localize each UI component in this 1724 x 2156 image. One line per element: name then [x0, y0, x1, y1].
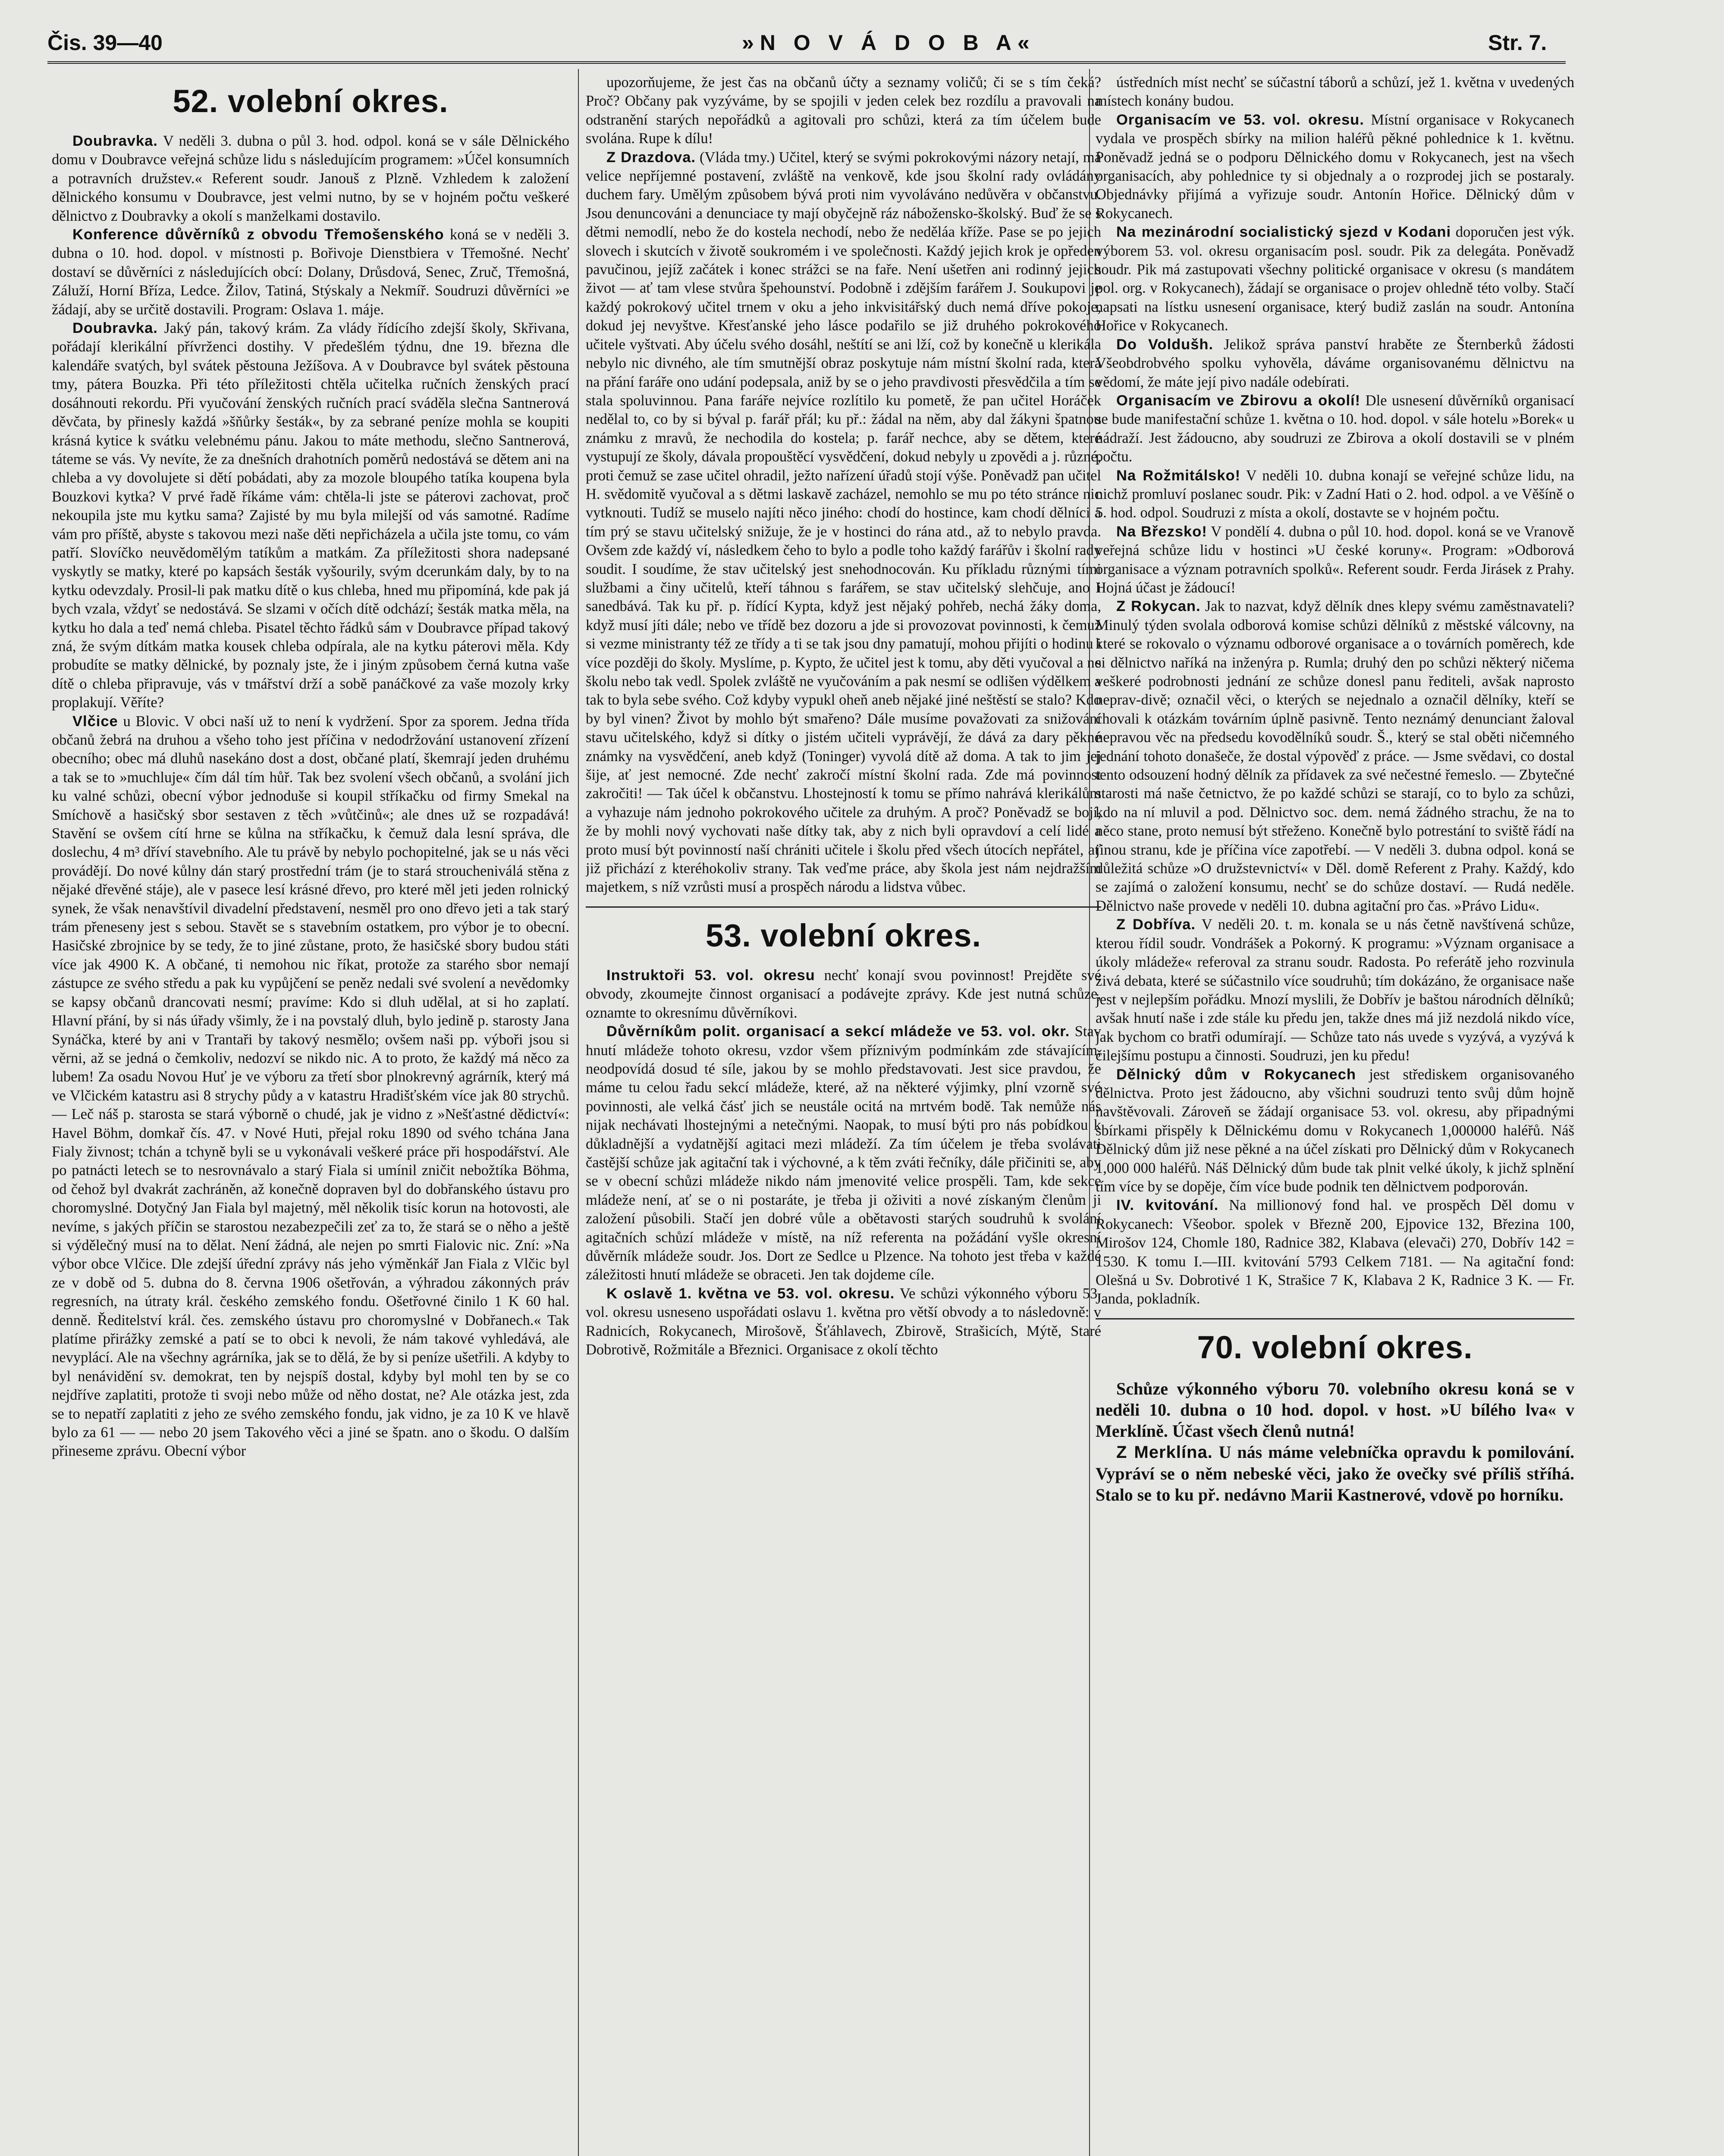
article-text: ústředních míst nechť se súčastní táborů a schůzí, jež 1. května v uvedených místech konány budou.: [1096, 74, 1574, 110]
section-heading: 52. volební okres.: [173, 83, 449, 119]
article-text: jest střediskem organisovaného dělnictva. Proto jest žádoucno, aby všichni soudruzi tento svůj dům hojně navštěvovali. Zároveň se žádají organisace 53. vol. okresu, aby připadnými sbírkami přispěly k Dělnickému domu v Rokycanech 1,000000 haléřů. Náš Dělnický dům již nese pěkné a na účel získati pro Dělnický dům v Rokycanech 1,000 000 haléřů. Náš Dělnický dům bude tak plnit velké úkoly, k jichž splnění tím více by se dopěje, čím více bude podnik ten dělnictvem podporován.: [1096, 1066, 1574, 1195]
article-text: Jak to nazvat, když dělník dnes klepy svému zaměstnavateli? Minulý týden svolala odborová komise schůzi dělníků z městské válcovny, na které se rokovalo o významu odborové organisace a o továrních poměrech, kde si dělnictvo naříká na inženýra p. Rumla; druhý den po schůzi některý ničema veškeré podrobnosti jednání ze schůze donesl panu řediteli, avšak naprosto neprav-divě; označil věci, o kterých se nejednalo a označil dělníky, kteří se chovali k otázkám továrním úplně pasivně. Tento neznámý denunciant žaloval nepravou věc na předsedu kovodělníků soudr. Š., který se stal oběti ničemného jednání tohoto donašeče, že dostal výpověď z práce. — Jsme svědavi, co dostal tento odsouzení hodný dělník za přídavek za své nečestné řemeslo. — Zbytečné starosti má naše četnictvo, že po každé schůzi se starají, co to bylo za schůzi, kdo na ní mluvil a pod. Dělnictvo soc. dem. nemá žádného strachu, že na to něco stane, proto nemusí být střeženo. Konečně bylo potrestání to sviště řádí na jinou stranu, kde je příčina více zapotřebí. — V neděli 3. dubna odpol. koná se důležitá schůze »O družstevnictví« v Děl. domě Referent z Prahy. Každý, kdo se zajímá o založení konsumu, nechť se do schůze dostaví. — Rudá neděle. Dělnictvo naše provede v neděli 10. dubna agitační pro čas. »Právo Lidu«.: [1096, 598, 1574, 914]
article-lead: IV. kvitování.: [1116, 1197, 1219, 1214]
article-text: Na millionový fond hal. ve prospěch Děl domu v Rokycanech: Všeobor. spolek v Březně 200, Ejpovice 132, Březina 100, Mirošov 124, Chomle 180, Radnice 382, Klabava (elevači) 270, Dobřív 142 = 1530. K tomu I.—III. kvitování 5793 Celkem 7181. — Na agitační fond: Olešná u Sv. Dobrotivé 1 K, Strašice 7 K, Klabava 2 K, Radnice 3 K. — Fr. Janda, pokladník.: [1096, 1197, 1574, 1307]
article-text: Dle usnesení důvěrníků organisací se bude manifestační schůze 1. května o 10. hod. dopol. v sále hotelu »Borek« u nádraží. Jest žádoucno, aby soudruzi ze Zbirova a okolí dostavili se v plném počtu.: [1096, 392, 1574, 465]
section-rule: [1096, 1318, 1574, 1319]
article-paragraph: [1096, 523, 1574, 598]
article-paragraph: [1096, 1065, 1574, 1197]
article-paragraph: [1096, 223, 1574, 335]
section-heading: 70. volební okres.: [1197, 1329, 1473, 1365]
article-text: Jaký pán, takový krám. Za vlády řídícího zdejší školy, Skřivana, pořádají klerikální přívrženci dostihy. V předešlém týdnu, dne 19. března dle kalendáře svatých, byl svátek pěstouna Ježíšova. A v Doubravce byl svátek pěstouna tmy, pátera Bouzka. Při této příležitosti chtěla učitelka ručních ženských prací dosáhnouti rekordu. Při vyučování ženských ručních prací sváděla slečna Santnerová děvčata, by přinesly každá »šňůrky šesták«, by za sebrané peníze mohla se koupiti krásná kytice k svátku velebnému pánu. Jakou to máte methodu, slečno Santnerová, táteme se vás. Vy nevíte, že za dnešních drahotních poměrů nedostává se dětem ani na chleba a vy dovolujete si dětí pobádati, aby za mozole bloupého tatíka koupena byla Bouzkovi kytka? V prvé řadě říkáme vám: chtěla-li jste se páterovi zachovat, proč nekoupila jste mu kytku sama? Zajisté by mu byla milejší od vás samotné. Radíme vám pro příště, abyste s takovou mezi naše děti nepřicházela a učila jste tomu, co vám patří. Slovíčko neuvědomělým tatíkům a matkám. Za příležitosti shora nadepsané vyskytly se matky, které po kapsách šesták vyšourily, svým dcerunkám daly, by to na kytku odevzdaly. Prosil-li pak matku dítě o kus chleba, hned mu připomíná, kde pak já bych vzala, vždyť se nedostává. Se slzami v očích dítě odchází; šesták matka měla, na kytku ho dala a teď nemá chleba. Pisatel těchto řádků sám v Doubravce případ takový zná, že svým dítkám matka kousek chleba odpírala, ale na kytku páterovi měla. Kdy probudíte se matky dělnické, by poznaly jste, že i jiným způsobem černá kutna vaše dítě o chleba připravuje, vás v tmářství drží a sobě panáčkové za vaše mozoly krky proplakují. Věříte?: [52, 320, 569, 711]
article-paragraph: [52, 226, 569, 319]
section-heading: 53. volební okres.: [705, 917, 982, 953]
article-lead: Organisacím ve Zbirovu a okolí!: [1116, 392, 1361, 409]
article-lead: Konference důvěrníků z obvodu Třemošenského: [72, 226, 444, 243]
article-text: V neděli 10. dubna konají se veřejné schůze lidu, na nichž promluví poslanec soudr. Pik: v Zadní Hati o 2. hod. odpol. a ve Věšíně o 5. hod. odpol. Soudruzi z místa a okolí, dostavte se v hojném počtu.: [1096, 467, 1574, 521]
article-lead: Na mezinárodní socialistický sjezd v Kodani: [1116, 224, 1451, 241]
article-paragraph: [586, 966, 1101, 1022]
article-lead: Na Březsko!: [1116, 523, 1207, 540]
article-lead: K oslavě 1. května ve 53. vol. okresu.: [606, 1285, 895, 1302]
article-text: Stav hnutí mládeže tohoto okresu, vzdor všem příznivým podmínkám zde stávajícím, neodpovídá dosud té síle, jakou by se mohlo představovati. Jest sice pravdou, že máme tu celou řadu sekcí mládeže, které, až na některé výjimky, plní vzorně své povinnosti, ale velká čásť jich se neustále ocitá na mrtvém bodě. Tak nemůže nás nijak nechávati lhostejnými a netečnými. Naopak, to musí býti pro nás pobídkou k důkladnější a vydatnější agitaci mezi mládeží. Za tím účelem je třeba svolávati častější schůze jak agitační tak i výchovné, a k těm zváti řečníky, dále přičiniti se, aby se v obecní schůzi mládeže nikdo nám jmenovité velice prospěli. Tam, kde sekce mládeže není, ať se o ni postaráte, je třeba ji oživiti a nové získaným členům ji založení působili. Stačí jen dobré vůle a obětavosti starých soudruhů k svolání agitačních schůzí mládeže v místě, na níž referenta na požádání vyšle okresní důvěrník mládeže soudr. Jos. Dort ze Sedlce u Plzence. Na tohoto jest třeba v každé záležitosti hnutí mládeže se obraceti. Jen tak dojdeme cíle.: [586, 1023, 1101, 1283]
article-paragraph: [1096, 1196, 1574, 1308]
article-text: nechť konají svou povinnost! Prejděte své obvody, zkoumejte činnost organisací a podávejte zprávy. Kde jest nutná schůze, oznamte to okresnímu důvěrníkovi.: [586, 967, 1101, 1021]
article-text: doporučen jest výk. výborem 53. vol. okresu organisacím posl. soudr. Pik za delegáta. Poněvadž soudr. Pik má zastupovati všechny politické organisace v okresu (s mandátem pol. org. v Rokycanech), žádají se organisace o projev ohledně této volby. Stačí napsati na lístku usnesení organisace, který budiž zaslán na soudr. Antonína Hořice v Rokycanech.: [1096, 224, 1574, 334]
article-paragraph: [52, 712, 569, 1461]
article-paragraph: [1096, 1378, 1574, 1442]
article-lead: Z Merklína.: [1116, 1442, 1213, 1462]
column-1: [52, 73, 569, 2156]
page-number: Str. 7.: [1488, 31, 1547, 55]
newspaper-title: »N O V Á D O B A«: [742, 31, 1036, 55]
article-paragraph: [1096, 335, 1574, 392]
article-paragraph: [1096, 111, 1574, 223]
article-lead: Vlčice: [72, 713, 118, 730]
article-text: (Vláda tmy.) Učitel, který se svými pokrokovými názory netají, má velice nepříjemné postavení, zvláště na venkově, kde jsou školní rady ovládány duchem fary. Umělým způsobem bývá proti nim vyvoláváno nedůvěra v občanstvu. Jsou denuncováni a denunciace ty mají obyčejně ráz nábožensko-školský. Buď že se s dětmi nemodlí, nebo že do kostela nechodí, nebo že neděláa kříže. Pase se po jejich slovech i skutcích v životě soukromém i ve společnosti. Každý jejich krok je opředen pavučinou, jejíž začátek i konec strážci se na faře. Není ušetřen ani rodinný jejich život — ať tam vlese stvůra špehounství. Podobně i zdějším farářem J. Soukupovi je každý pokrokový učitel trnem v oku a jeho inkvisitářský duch nemá dříve pokoje, dokud jej nevyštve. Křesťanské jeho lásce podařilo se již druhého pokrokového učitele vyštvati. Aby účelu svého dosáhl, neštítí se ani lží, což by konečně u klerikála nebylo nic divného, ale tím smutnější obraz poskytuje nám místní školní rada, která na přání faráře ono udání podepsala, aniž by se o jeho pravdivosti přesvědčila a tím se stala spoluvinnou. Pana faráře nejvíce rozlítilo ku pometě, že pan učitel Horáček nedělal to, co by si býval p. farář přál; ku př.: žádal na něm, aby dal žákyni špatnou známku z mravů, že nechodila do kostela; p. farář nechce, aby se dětem, které vystupují ze školy, dávala propouštěcí vysvědčení, dokud nebyly u zpovědi a j. různé, proti čemuž se zase učitel ohradil, ježto nařízení úřadů stojí výše. Poněvadž pan učitel H. svědomitě vyučoval a s dětmi laskavě zacházel, nemohlo se mu po této stránce nic vytknouti. Tudíž se muselo najíti něco jiného: chodí do hostince, kam chodí dělníci a tím prý se stavu učitelský snižuje, že je v hostinci do rána atd., až to nebylo pravda. Ovšem zde každý ví, následkem čeho to bylo a podle toho každý farářův i školní rady soudit. I soudíme, že stav učitelský jest snehodnocován. Ku příkladu různými tími službami a činy učitelů, kteří táhnou s farářem, se stav učitelský slehčuje, ano i sanedbává. Tak ku př. p. řídící Kypta, když jest nějaký pohřeb, nechá žáky doma, když musí jíti dále; nebo ve třídě bez dozoru a jde si provozovat povinnosti, k čemuž si vezme ministranty též ze třídy a ti se tak jsou dny pamatují, mohou přijíti o hodinu i více později do školy. Myslíme, p. Kypto, že učitel jest k tomu, aby děti vyučoval a ne školu nebo tak vedl. Spolek zvláště ne vyučováním a pak nesmí se odlišen výdělkem a tak to byla sebe svého. Což kdyby vypukl oheň aneb nějaké jiné neštěstí se stalo? Kdo by byl vinen? Život by mohlo být smařeno? Dále musíme považovati za snižování stavu učitelského, když si dítky o jistém učiteli vyprávějí, že dává za dary pěkné známky na vysvědčení, aneb když (Toninger) vyvolá dítě až doma. A tak to jim jej šije, ať jest nemocné. Zde nechť zakročí místní školní rada. Zde má povinnost zakročiti! — Tak účel k občanstvu. Lhostejností k tomu se přímo nahrává klerikálům a vyhazuje nám jednoho pokrokového učitele za druhým. A proč? Poněvadž se bojí, že by mohli nový vychovati naše dítky tak, aby z nich byli opravdoví a celí lidé a proto musí být povinností naší chrániti učitele i školu před všech útocích nepřátel, ať již přichází z kteréhokoliv strany. Tak veďme práce, aby škola jest nám nejdražším majetkem, s níž vzrůsti musí a prospěch národu a lidstva vůbec.: [586, 149, 1101, 896]
article-lead: Organisacím ve 53. vol. okresu.: [1116, 111, 1364, 128]
article-text: u Blovic. V obci naší už to není k vydržení. Spor za sporem. Jedna třída občanů žebrá na druhou a všeho toho jest příčina v nedodržování ustanovení zřízení obecního; obec má dluhů nasekáno dost a dost, občané platí, škemrají jeden druhému a tak se to »muchluje« čím dál tím hůř. Tak bez svolení všech občanů, a svolání jich ku valné schůzi, obecní výbor jednoduše si koupil stříkačku od firmy Smekal na Smíchově a hasičský sbor sestaven z těch »vůtčinů«; ale dnes už se rozpadává! Stavění se ovšem cítí hrne se kůlna na stříkačku, k čemuž dala lesní správa, dle doslechu, 4 m³ dříví stavebního. Ale tu právě by nebylo pochopitelné, jak se u nás věci provádějí. Do nové kůlny dán starý prostřední trám (je to stará stroucheniválá stěna z nějaké dřevěné stáje), ale v pasece lesí krásné dřevo, pro které měl jeti jeden rolnický synek, že však nenavštívil divadelní představení, nesměl pro ono dřevo jeti a tak starý trám přeneseny jest s sebou. Stavět se s stavebním ostatkem, pro výbor je to obecní. Hasičské zbrojnice by se tedy, že to jiné zůstane, proto, že hasičské sbory budou státi více jak 4900 K. A občané, ti nemohou nic říkat, protože za starého sbor nemají zástupce ze svého středu a pak ku vypůjčení se peněz nedali své svolení a nevědomky se kapsy občanů drancovati nesmí; pravíme: Kdo si dluh udělal, at si ho zaplatí. Hlavní přání, by si nás úřady všimly, že i na povstalý dluh, bylo jedině p. starosty Jana Synáčka, které by ani v Trantaři by takový nesmělo; ovšem naši pp. výboři jsou si věrni, až se jedná o čemkoliv, nedozví se nikdo nic. A to proto, že každý má něco za lubem! Za osadu Novou Huť je ve výboru za třetí sbor plnokrevný agrárník, který má ve Vlčickém katastru asi 8 strychy půdy a v katastru Hradišťském více jak 80 strychů. — Leč náš p. starosta se stará výborně o chudé, jak je vidno z »Nešťastné dědictví«: Havel Böhm, domkař čís. 47. v Nové Huti, přejal roku 1890 od svého tchána Jana Fialy živnost; tchán a tchyně byli se u vykonávali veškeré práce při hospodářství. Ale po patnácti letech se to nesrovnávalo a starý Fiala si umínil zničit nebožtíka Böhma, od čehož byl dvakrát zachráněn, až konečně dopraven byl do dobřanského ústavu pro choromyslné. Dotyčný Jan Fiala byl majetný, měl několik tisíc korun na hotovosti, ale nevíme, s jakých příčin se starostou nezabezpečili zeť za to, že stará se o něho a ještě si výdělečný musí na to dělat. Není žádná, ale nejen po smrti Fialovic nic. Zní: »Na výbor obce Vlčice. Dle zdejší úřední zprávy nás jeho výměnkář Jan Fiala z Vlčic byl ze v době od 5. dubna do 8. června 1906 ošetřován, a výhradou zákonných práv regresních, na útraty král. českého zemského fondu. Ošetřovné činilo 1 K 60 hal. denně. Ředitelství král. čes. zemského ústavu pro choromyslné v Dobřanech.« Tak platíme přirážky zemské a patí se to obci k nevoli, že nám takové vyhledává, ale nevyplácí. Ale na všechny agrárníka, jak se to dělá, že by si peníze ušetřili. A kdyby to byl nenávidění sv. demokrat, ten by nejspíš dostal, kdyby byl mohl ten by se co nejdříve zaplatiti, protože ti svoji nebo může od něho dostat, ne? Ale otázka jest, zda se to nepatří zaplatiti z jeho ze svého zemského fondu, jak vidno, je za 10 K ve hlavě bylo za 61 — — nebo 20 jsem Takového věci a jiné se špatn. ano o škodu. O dalším přineseme zprávu. Obecní výbor: [52, 713, 569, 1460]
article-lead: Důvěrníkům polit. organisací a sekcí mládeže ve 53. vol. okr.: [606, 1023, 1070, 1040]
article-paragraph: [586, 73, 1101, 148]
article-paragraph: [1096, 392, 1574, 467]
article-lead: Na Rožmitálsko!: [1116, 467, 1241, 484]
column-divider: [578, 69, 579, 2156]
article-text: upozorňujeme, že jest čas na občanů účty a seznamy voličů; či se s tím čeká? Proč? Občany pak vyzýváme, by se spojili v jeden celek bez rozdílu a pravovali na odstranění starých nepořádků a agitovali pro schůzi, která za tím účelem bude svolána. Rupe k dílu!: [586, 74, 1101, 147]
article-text: Schůze výkonného výboru 70. volebního okresu koná se v neděli 10. dubna o 10 hod. dopol. v host. »U bílého lva« v Merklíně. Účast všech členů nutná!: [1096, 1379, 1574, 1441]
column-3-articles-top: [1096, 73, 1574, 1309]
article-paragraph: [1096, 1442, 1574, 1505]
section-rule: [586, 906, 1101, 908]
article-paragraph: [52, 319, 569, 712]
article-text: Místní organisace v Rokycanech vydala ve prospěch sbírky na milion haléřů pěkné pohlednice k 1. květnu. Poněvadž jedná se o podporu Dělnického domu v Rokycanech, jest na všech organisacích, aby pohlednice ty si objednaly a o rozprodej jich se postaraly. Objednávky přijímá a vyřizuje soudr. Antonín Hořice. Dělnický dům v Rokycanech.: [1096, 111, 1574, 222]
article-text: U nás máme velebníčka opravdu k pomilování. Vypráví se o něm nebeské věci, jako že ovečky své příliš stříhá. Stalo se to ku př. nedávno Marii Kastnerové, vdově po horníku.: [1096, 1442, 1574, 1504]
article-paragraph: [1096, 73, 1574, 111]
column-2-articles-bottom: [586, 966, 1101, 1360]
article-lead: Doubravka.: [72, 320, 158, 337]
issue-number: Čis. 39—40: [47, 31, 163, 55]
article-lead: Dělnický dům v Rokycanech: [1116, 1066, 1356, 1083]
article-paragraph: [1096, 467, 1574, 523]
column-1-articles: [52, 132, 569, 1461]
article-text: Jelikož správa panství hraběte ze Šternberků žádosti Všeobdrobvého spolku vyhověla, dáváme organisovanému dělnictvu na vědomí, že máte její pivo nadále odebírati.: [1096, 336, 1574, 390]
article-text: V neděli 3. dubna o půl 3. hod. odpol. koná se v sále Dělnického domu v Doubravce veřejná schůze lidu s následujícím programem: »Účel konsumních a potravních družstev.« Referent soudr. Janouš z Plzně. Vzhledem k založení dělnického konsumu v Doubravce, jest velmi nutno, by se v hojném počtu veškeré dělnictvo z Doubravky a okolí s manželkami dostavilo.: [52, 133, 569, 224]
article-lead: Z Drazdova.: [606, 149, 696, 166]
article-lead: Z Dobřívа.: [1116, 916, 1196, 933]
article-lead: Do Voldušh.: [1116, 336, 1214, 353]
article-lead: Doubravka.: [72, 133, 158, 149]
article-paragraph: [586, 148, 1101, 897]
article-paragraph: [1096, 915, 1574, 1065]
article-paragraph: [586, 1022, 1101, 1285]
column-3: [1096, 73, 1574, 2156]
article-paragraph: [52, 132, 569, 226]
article-text: V neděli 20. t. m. konala se u nás četně navštívená schůze, kterou řídil soudr. Vondrášek a Pokorný. K programu: »Význam organisace a úkoly mládeže« referoval za stranu soudr. Radosta. Po referátě jeho rozvinula živá debata, které se súčastnilo více soudruhů; tím dokázáno, že organisace naše jest v nejlepším pořádku. Mnozí myslili, že Dobřív je baštou národních dělníků; avšak hnutí naše i zde stále ku předu jen, takže dnes má již nezdolá nikdo více, jak bychom co bratři odumírají. — Schůze tato nás uvede s vyzývá, a vyzývá k čilejšímu postupu a činnosti. Soudruzi, jen ku předu!: [1096, 916, 1574, 1064]
article-paragraph: [1096, 597, 1574, 915]
article-text: V pondělí 4. dubna o půl 10. hod. dopol. koná se ve Vranově veřejná schůze lidu v hostinci »U české koruny«. Program: »Odborová organisace a význam potravních spolků«. Referent soudr. Ferda Jirásek z Prahy. Hojná účast je žádoucí!: [1096, 523, 1574, 596]
column-3-articles-bottom: [1096, 1378, 1574, 1505]
column-2: [586, 73, 1101, 2156]
article-lead: Z Rokycan.: [1116, 598, 1201, 615]
article-paragraph: [586, 1285, 1101, 1360]
article-text: koná se v neděli 3. dubna o 10. hod. dopol. v místnosti p. Bořivoje Dienstbiera v Třemošné. Nechť dostaví se důvěrníci z následujících obcí: Dolany, Drůsdová, Senec, Zruč, Třemošná, Záluží, Horní Bříza, Ledce. Žilov, Tatiná, Stýskaly a Nekmíř. Soudruzi důvěrníci »e žádají, aby se určitě dostavili. Program: Oslava 1. máje.: [52, 226, 569, 318]
masthead: [47, 30, 1557, 60]
column-2-articles-top: [586, 73, 1101, 897]
masthead-rule: [47, 61, 1566, 64]
article-lead: Instruktoři 53. vol. okresu: [606, 967, 815, 984]
article-text: Ve schůzi výkonného výboru 53. vol. okresu usneseno uspořádati oslavu 1. května pro větší obvody a to následovně: v Radnicích, Rokycanech, Mirošově, Šťáhlavech, Zbirově, Strašicích, Mýtě, Staré Dobrotivě, Rožmitále a Březnici. Organisace z okolí těchto: [586, 1285, 1101, 1358]
